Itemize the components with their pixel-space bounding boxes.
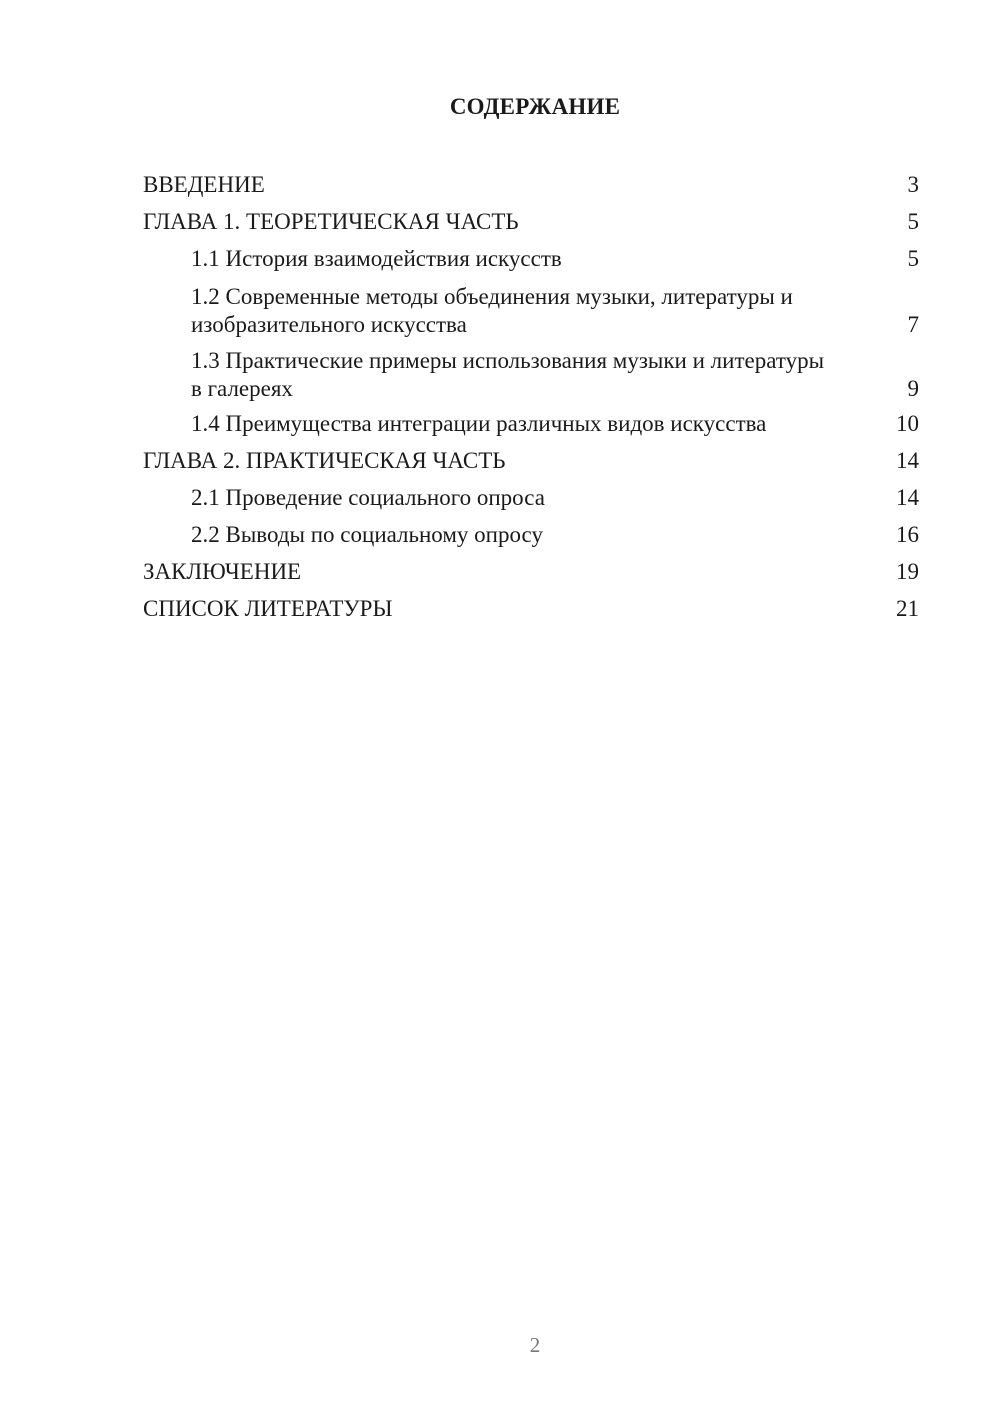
toc-title: СОДЕРЖАНИЕ <box>449 94 621 119</box>
toc-entry-label: 1.2 Современные методы объединения музыки, литературы и изобразительного искусства <box>191 284 793 337</box>
toc-entry-label: 1.3 Практические примеры использования музыки и литературы в галереях <box>191 348 825 401</box>
toc-entry-label: 1.1 История взаимодействия искусств <box>191 245 562 271</box>
toc-entry-page: 14 <box>896 447 919 473</box>
toc-entry-introduction[interactable] <box>143 166 919 203</box>
toc-entry-section-2-1[interactable] <box>143 479 919 516</box>
table-of-contents <box>143 166 919 627</box>
toc-entry-section-2-2[interactable] <box>143 516 919 553</box>
toc-entry-page: 21 <box>896 595 919 621</box>
toc-entry-section-1-4[interactable] <box>143 405 919 442</box>
toc-entry-label: ЗАКЛЮЧЕНИЕ <box>143 558 302 584</box>
toc-entry-label: 2.2 Выводы по социальному опросу <box>191 521 543 547</box>
toc-entry-page: 7 <box>907 312 919 337</box>
toc-entry-label: СПИСОК ЛИТЕРАТУРЫ <box>143 595 393 621</box>
toc-entry-chapter-2[interactable] <box>143 442 919 479</box>
page-number: 2 <box>529 1333 541 1357</box>
toc-entry-chapter-1[interactable] <box>143 203 919 240</box>
toc-entry-references[interactable] <box>143 590 919 627</box>
toc-entry-label: 1.4 Преимущества интеграции различных видов искусства <box>191 410 767 436</box>
toc-entry-section-1-2[interactable] <box>143 277 919 341</box>
toc-entry-page: 9 <box>907 376 919 401</box>
toc-entry-label: 2.1 Проведение социального опроса <box>191 484 545 510</box>
toc-entry-label: ГЛАВА 2. ПРАКТИЧЕСКАЯ ЧАСТЬ <box>143 447 506 473</box>
toc-entry-page: 3 <box>907 171 919 197</box>
toc-entry-page: 10 <box>896 410 919 436</box>
toc-entry-page: 5 <box>907 245 919 271</box>
toc-entry-page: 5 <box>907 208 919 234</box>
toc-entry-section-1-3[interactable] <box>143 341 919 405</box>
toc-entry-page: 19 <box>896 558 919 584</box>
toc-entry-page: 14 <box>896 484 919 510</box>
toc-entry-section-1-1[interactable] <box>143 240 919 277</box>
toc-entry-conclusion[interactable] <box>143 553 919 590</box>
toc-entry-label: ГЛАВА 1. ТЕОРЕТИЧЕСКАЯ ЧАСТЬ <box>143 208 519 234</box>
toc-entry-label: ВВЕДЕНИЕ <box>143 171 265 197</box>
toc-entry-page: 16 <box>896 521 919 547</box>
